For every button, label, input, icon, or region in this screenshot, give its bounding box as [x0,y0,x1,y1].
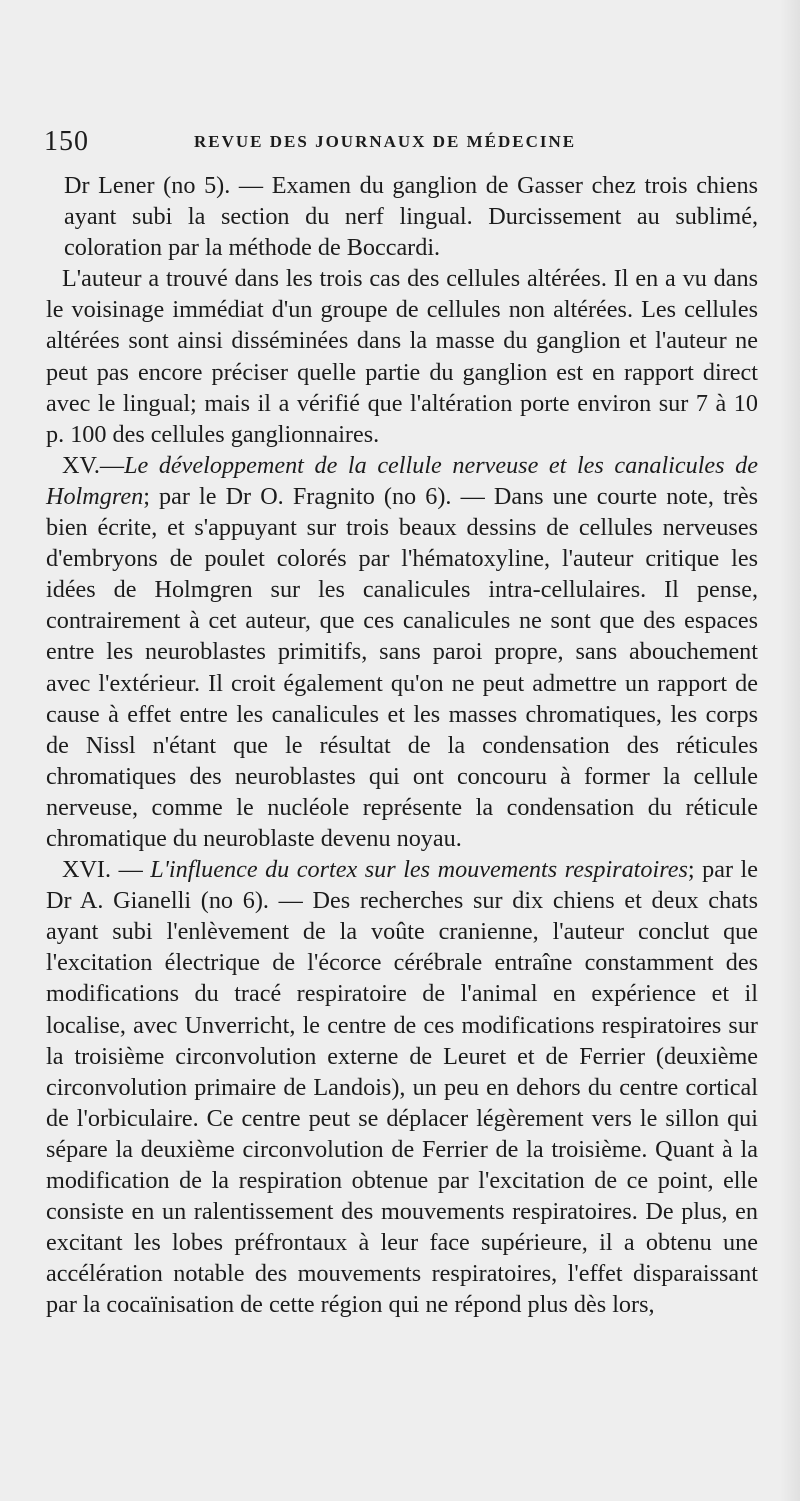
paragraph-text: ; par le Dr O. Fragnito (no 6). — Dans une courte note, très bien écrite, et s'appuyant sur trois beaux dessins de cellules nerveuses d'embryons de poulet colorés par l'hématoxyline, l'auteur critique les idées de Holmgren sur les canalicules intra-cellulaires. Il pense, contrairement à cet auteur, que ces canalicules ne sont que des espaces entre les neuroblastes primitifs, sans paroi propre, sans abouchement avec l'extérieur. Il croit également qu'on ne peut admettre un rapport de cause à effet entre les canalicules et les masses chromatiques, les corps de Nissl n'étant que le résultat de la condensation des réticules chromatiques des neuroblastes qui ont concouru à former la cellule nerveuse, comme le nucléole représente la condensation du réticule chromatique du neuroblaste devenu noyau. [46,482,758,852]
paragraph-text: L'auteur a trouvé dans les trois cas des cellules altérées. Il en a vu dans le voisinage immédiat d'un groupe de cellules non altérées. Les cellules altérées sont ainsi disséminées dans la masse du ganglion et l'auteur ne peut pas encore préciser quelle partie du ganglion est en rapport direct avec le lingual; mais il a vérifié que l'altération porte environ sur 7 à 10 p. 100 des cellules ganglionnaires. [46,265,758,448]
paragraph-lener [46,170,758,263]
page-header [44,126,754,160]
paragraph-findings [46,263,758,450]
article-title: Le développement de la cellule nerveuse et les canalicules de Holmgren [46,451,758,510]
running-title: REVUE DES JOURNAUX DE MÉDECINE [194,132,577,151]
page-number: 150 [44,126,89,157]
article-title: L'influence du cortex sur les mouvements respiratoires [150,856,688,884]
page-edge-shadow [780,0,800,1501]
paragraph-xvi-gianelli [46,854,758,1320]
paragraph-xv-fragnito [46,450,758,854]
section-number: XVI. — [62,856,151,884]
paragraph-text: Dr Lener (no 5). — Examen du ganglion de Gasser chez trois chiens ayant subi la section du nerf lingual. Durcissement au sublimé, coloration par la méthode de Boccardi. [64,172,758,262]
paragraph-text: ; par le Dr A. Gianelli (no 6). — Des recherches sur dix chiens et deux chats ayant subi l'enlèvement de la voûte cranienne, l'auteur conclut que l'excitation électrique de l'écorce cérébrale entraîne constamment des modifications du tracé respiratoire de l'animal en expérience et il localise, avec Unverricht, le centre de ces modifications respiratoires sur la troisième circonvolution externe de Leuret et de Ferrier (deuxième circonvolution primaire de Landois), un peu en dehors du centre cortical de l'orbiculaire. Ce centre peut se déplacer légèrement vers le sillon qui sépare la deuxième circonvolution de Ferrier de la troisième. Quant à la modification de la respiration obtenue par l'excitation de ce point, elle consiste en un ralentissement des mouvements respiratoires. De plus, en excitant les lobes préfrontaux à leur face supérieure, il a obtenu une accélération notable des mouvements respiratoires, l'effet disparaissant par la cocaïnisation de cette région qui ne répond plus dès lors, [46,856,758,1319]
article-body [46,170,758,1320]
section-number: XV.— [62,451,125,479]
